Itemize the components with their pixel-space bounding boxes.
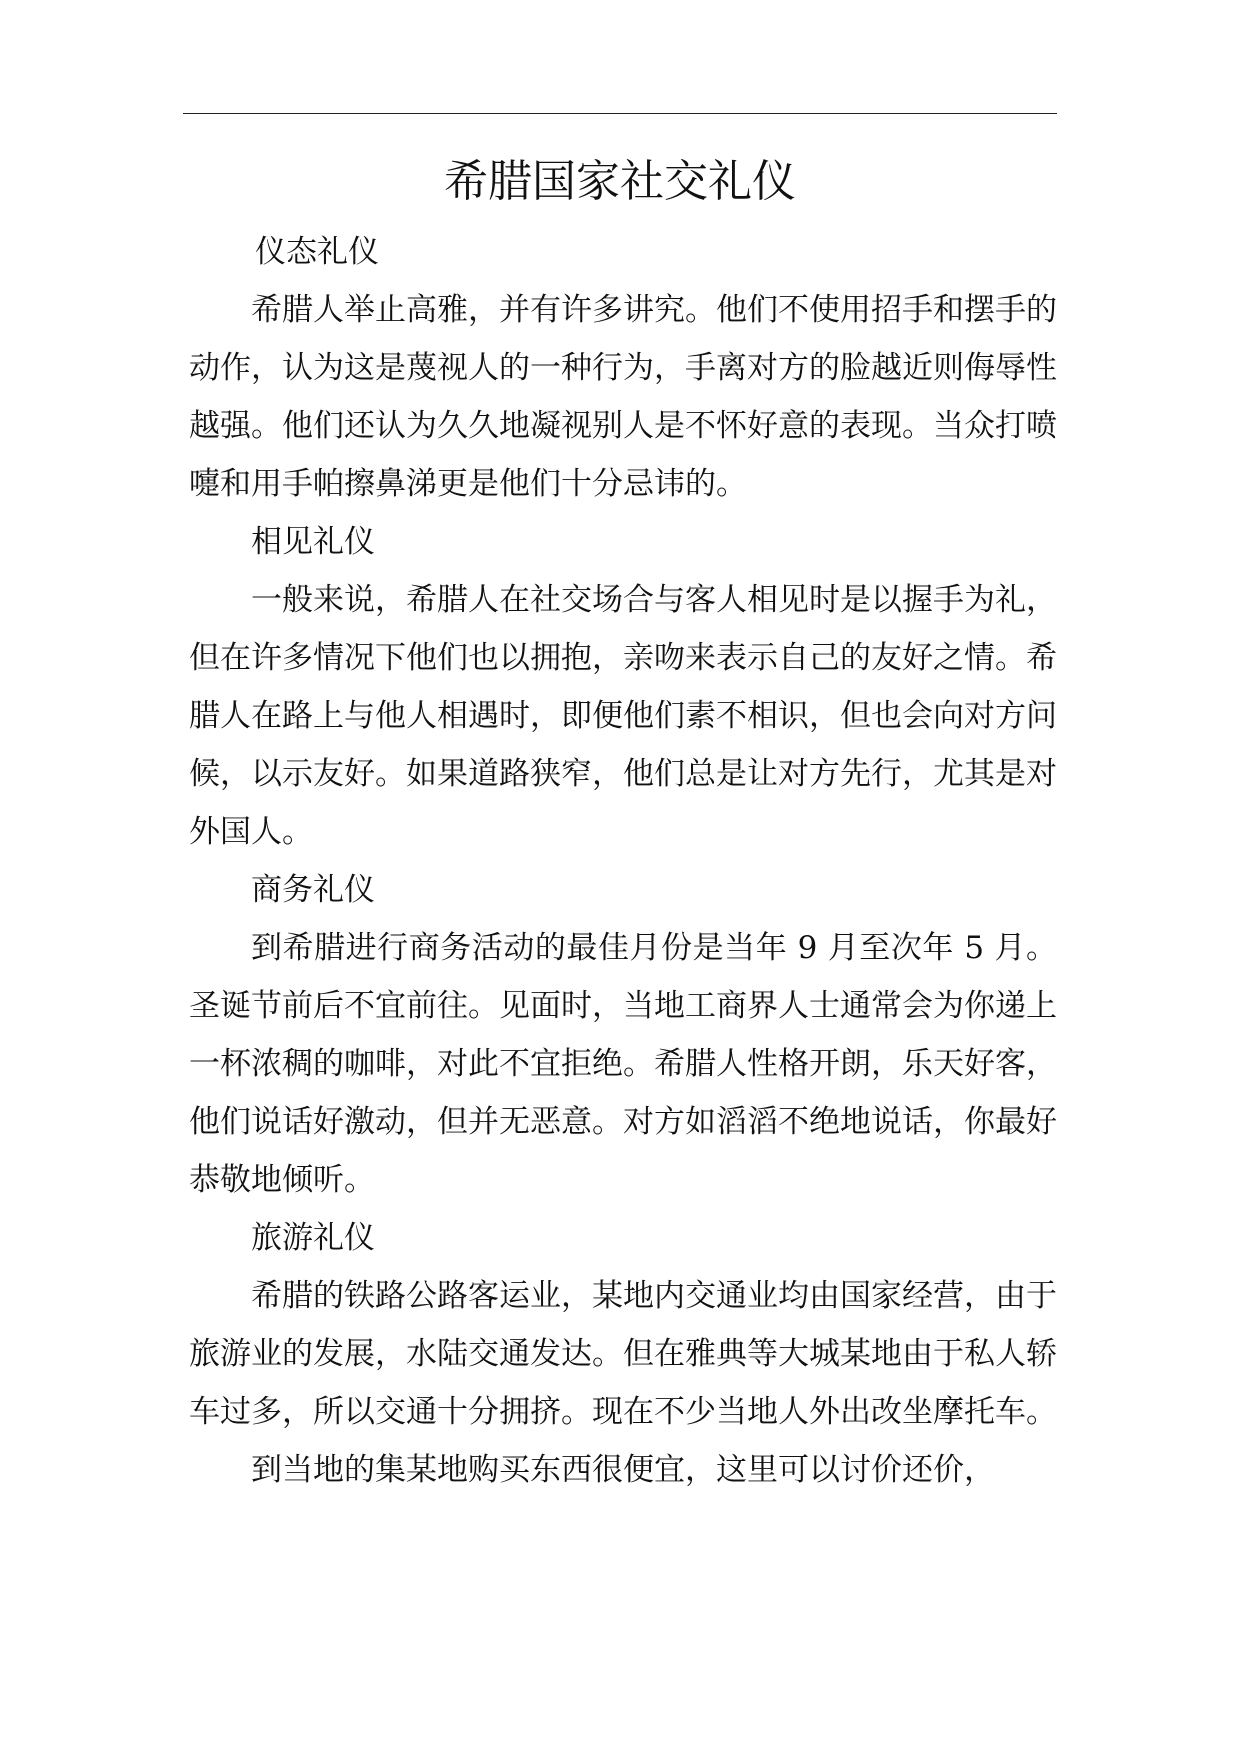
paragraph-travel: 希腊的铁路公路客运业，某地内交通业均由国家经营，由于旅游业的发展，水陆交通发达。但在雅典等大城某地由于私人轿车过多，所以交通十分拥挤。现在不少当地人外出改坐摩托车。 [189,1278,1057,1430]
paragraph-greeting: 一般来说，希腊人在社交场合与客人相见时是以握手为礼，但在许多情况下他们也以拥抱，亲吻来表示自己的友好之情。希腊人在路上与他人相遇时，即便他们素不相识，但也会向对方问候，以示友好。如果道路狭窄，他们总是让对方先行，尤其是对外国人。 [189,582,1057,850]
document-title: 希腊国家社交礼仪 [444,156,796,207]
section-heading-travel: 旅游礼仪 [251,1220,375,1256]
paragraph-business: 到希腊进行商务活动的最佳月份是当年 9 月至次年 5 月。圣诞节前后不宜前往。见面时，当地工商界人士通常会为你递上一杯浓稠的咖啡，对此不宜拒绝。希腊人性格开朗，乐天好客，他们说话好激动，但并无恶意。对方如滔滔不绝地说话，你最好恭敬地倾听。 [189,930,1057,1198]
paragraph-demeanor: 希腊人举止高雅，并有许多讲究。他们不使用招手和摆手的动作，认为这是蔑视人的一种行为，手离对方的脸越近则侮辱性越强。他们还认为久久地凝视别人是不怀好意的表现。当众打喷嚏和用手帕擦鼻涕更是他们十分忌讳的。 [189,292,1057,502]
section-heading-demeanor: 仪态礼仪 [255,234,379,270]
document-body [189,223,1057,1499]
paragraph-travel-shopping: 到当地的集某地购买东西很便宜，这里可以讨价还价， [251,1452,995,1488]
header-rule [183,113,1057,114]
section-heading-greeting: 相见礼仪 [251,524,375,560]
section-heading-business: 商务礼仪 [251,872,375,908]
